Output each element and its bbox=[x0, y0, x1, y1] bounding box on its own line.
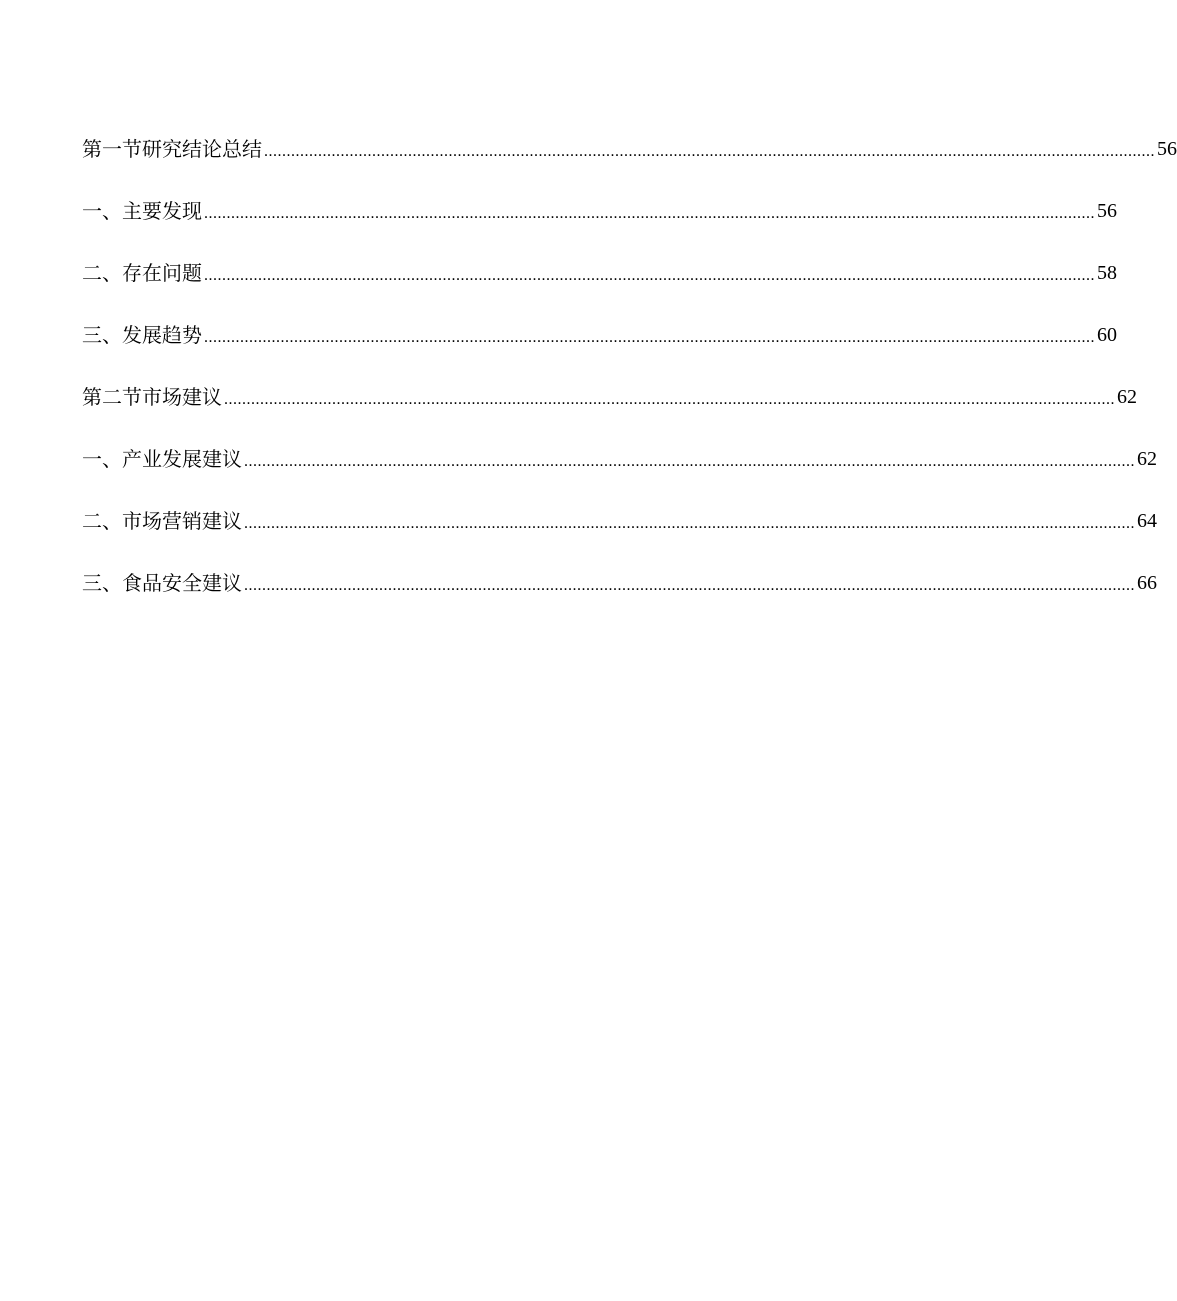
toc-dot-leader: ...................................................................................................................................................................................................... bbox=[244, 577, 1135, 594]
toc-entry-page-number: 66 bbox=[1137, 572, 1157, 594]
toc-entry-title: 三、发展趋势 bbox=[82, 323, 202, 347]
toc-entry-page-number: 62 bbox=[1137, 448, 1157, 470]
toc-dot-leader: ...................................................................................................................................................................................................... bbox=[204, 267, 1095, 284]
toc-entry-title: 二、市场营销建议 bbox=[82, 509, 242, 533]
toc-entry-page-number: 62 bbox=[1117, 386, 1137, 408]
toc-entry-food-safety[interactable] bbox=[82, 552, 1157, 614]
toc-dot-leader: ...................................................................................................................................................................................................... bbox=[204, 329, 1095, 346]
toc-entry-main-findings[interactable] bbox=[82, 180, 1117, 242]
toc-entry-page-number: 56 bbox=[1097, 200, 1117, 222]
toc-entry-page-number: 56 bbox=[1157, 138, 1177, 160]
toc-entry-page-number: 64 bbox=[1137, 510, 1157, 532]
toc-entry-title: 第二节市场建议 bbox=[82, 385, 222, 409]
toc-dot-leader: ...................................................................................................................................................................................................... bbox=[244, 453, 1135, 470]
toc-entry-title: 一、产业发展建议 bbox=[82, 447, 242, 471]
toc-entry-title: 二、存在问题 bbox=[82, 261, 202, 285]
toc-dot-leader: ...................................................................................................................................................................................................... bbox=[244, 515, 1135, 532]
toc-entry-development-trends[interactable] bbox=[82, 304, 1117, 366]
toc-dot-leader: ...................................................................................................................................................................................................... bbox=[264, 143, 1155, 160]
toc-entry-marketing[interactable] bbox=[82, 490, 1157, 552]
toc-dot-leader: ...................................................................................................................................................................................................... bbox=[224, 391, 1115, 408]
toc-entry-existing-problems[interactable] bbox=[82, 242, 1117, 304]
table-of-contents bbox=[82, 118, 1177, 614]
toc-entry-section-2[interactable] bbox=[82, 366, 1137, 428]
toc-entry-title: 第一节研究结论总结 bbox=[82, 137, 262, 161]
toc-entry-title: 三、食品安全建议 bbox=[82, 571, 242, 595]
toc-entry-title: 一、主要发现 bbox=[82, 199, 202, 223]
toc-entry-section-1[interactable] bbox=[82, 118, 1177, 180]
toc-entry-page-number: 58 bbox=[1097, 262, 1117, 284]
toc-entry-page-number: 60 bbox=[1097, 324, 1117, 346]
toc-dot-leader: ...................................................................................................................................................................................................... bbox=[204, 205, 1095, 222]
toc-entry-industry-development[interactable] bbox=[82, 428, 1157, 490]
